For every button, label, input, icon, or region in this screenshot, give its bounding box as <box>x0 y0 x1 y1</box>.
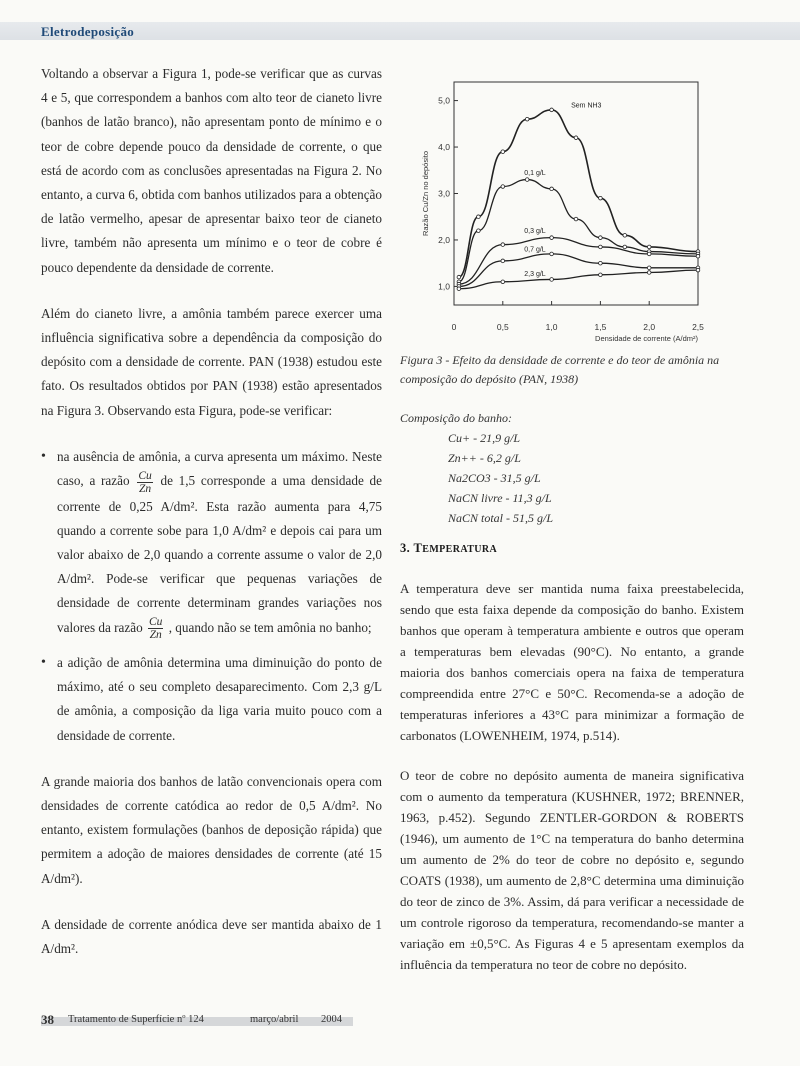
series-label: Sem NH3 <box>571 102 602 110</box>
series-label: 0,7 g/L <box>524 246 546 254</box>
data-point <box>525 117 529 121</box>
series-line <box>459 254 698 287</box>
journal-name: Tratamento de Superfície nº 124 <box>68 1014 204 1025</box>
issue-year: 2004 <box>321 1014 342 1025</box>
series-label: 2,3 g/L <box>524 271 546 279</box>
x-tick-label: 2,0 <box>643 322 656 332</box>
data-point <box>599 196 603 200</box>
data-point <box>550 108 554 112</box>
data-point <box>501 185 505 189</box>
data-point <box>599 261 603 265</box>
data-point <box>599 273 603 277</box>
composition-item: Cu+ - 21,9 g/L <box>448 431 521 445</box>
x-tick-label: 1,0 <box>545 322 558 332</box>
data-point <box>525 178 529 182</box>
left-column <box>41 62 382 983</box>
data-point <box>696 268 700 272</box>
paragraph-2: Além do cianeto livre, a amônia também parece exercer uma influência significativa sobre a dependência da composição do depósito com a densidade de corrente. PAN (1938) estudou este fato. Os resultados obtidos por PAN (1938) estão apresentados na Figura 3. Observando esta Figura, pode-se verificar: <box>41 305 382 418</box>
data-point <box>599 245 603 249</box>
bullet-1-text-b: de 1,5 corresponde a uma densidade de corrente de 0,25 A/dm². Esta razão aumenta para 4,75 quando a corrente sobe para 1,0 A/dm² e depois cai para um valor abaixo de 2,0 quando a corrente assume o valor de 2,0 A/dm². Pode-se verificar que pequenas variações de densidade de corrente determinam grandes variações nos valores da razão <box>57 473 382 635</box>
y-tick-label: 4,0 <box>438 142 450 153</box>
paragraph-4: A densidade de corrente anódica deve ser mantida abaixo de 1 A/dm². <box>41 916 382 957</box>
right-column-text <box>400 578 744 994</box>
data-point <box>501 150 505 154</box>
data-point <box>696 254 700 258</box>
composition-item: NaCN livre - 11,3 g/L <box>448 491 552 505</box>
bullet-list <box>41 445 382 748</box>
data-point <box>501 259 505 263</box>
y-axis-label: Razão Cu/Zn no depósito <box>421 150 430 237</box>
data-point <box>574 136 578 140</box>
y-tick-label: 5,0 <box>438 95 450 106</box>
bath-composition <box>400 408 650 528</box>
figure-caption: Figura 3 - Efeito da densidade de corrente e do teor de amônia na composição do depósito (PAN, 1938) <box>400 353 720 386</box>
x-tick-label: 1,5 <box>594 322 607 332</box>
data-point <box>647 266 651 270</box>
page-number: 38 <box>41 1012 54 1027</box>
data-point <box>501 280 505 284</box>
data-point <box>457 287 461 291</box>
x-tick-label: 0,5 <box>496 322 509 332</box>
data-point <box>647 271 651 275</box>
series-label: 0,1 g/L <box>524 169 546 177</box>
series-label: 0,3 g/L <box>524 227 546 235</box>
temperature-paragraph-2: O teor de cobre no depósito aumenta de maneira significativa com o aumento da temperatura (KUSHNER, 1972; BRENNER, 1963, p.452). Segundo ZENTLER-GORDON & ROBERTS (1946), um aumento de 1°C na temperatura do banho determina um aumento de 2% do teor de cobre no depósito e, segundo COATS (1938), um aumento de 2,8°C determina uma diminuição do teor de zinco de 3%. Assim, dá para verificar a necessidade de um controle rigoroso da temperatura, recomendando-se manter a variação em ±0,5°C. As Figuras 4 e 5 apresentam exemplos da influência da temperatura no teor de cobre no depósito. <box>400 768 744 972</box>
bullet-1 <box>41 445 382 641</box>
data-point <box>477 229 481 233</box>
bullet-1-text-c: , quando não se tem amônia no banho; <box>168 619 372 635</box>
x-tick-label: 0 <box>451 322 457 332</box>
data-point <box>477 215 481 219</box>
paragraph-1: Voltando a observar a Figura 1, pode-se verificar que as curvas 4 e 5, que correspondem a banhos com alto teor de cianeto livre (banhos de latão branco), não apresentam ponto de mínimo e o teor de cobre depende pouco da densidade de corrente, o que está de acordo com as conclusões apresentadas na Figura 2. No entanto, a curva 6, obtida com banhos utilizados para a obtenção de latão vermelho, apesar de apresentar baixo teor de cianeto livre, também não apresenta um mínimo e o teor de cobre é pouco dependente da densidade de corrente. <box>41 66 382 275</box>
y-tick-label: 3,0 <box>438 188 450 199</box>
composition-item: Na2CO3 - 31,5 g/L <box>448 471 541 485</box>
x-tick-label: 2,5 <box>692 322 704 332</box>
composition-item: NaCN total - 51,5 g/L <box>448 511 554 525</box>
data-point <box>647 245 651 249</box>
cu-zn-fraction-2: $\frac{Cu}{Zn}$ <box>148 616 163 641</box>
data-point <box>550 252 554 256</box>
data-point <box>623 234 627 238</box>
section-heading: 3. TEMPERATURA <box>400 541 498 555</box>
y-tick-label: 2,0 <box>438 234 450 245</box>
data-point <box>599 236 603 240</box>
temperature-paragraph-1: A temperatura deve ser mantida numa faixa preestabelecida, sendo que esta faixa depende da composição do banho. Existem banhos que operam à temperatura ambiente e outros que operam a temperaturas bem elevadas (90°C). No entanto, a grande maioria dos banhos comerciais opera na faixa de temperatura compreendida entre 27°C e 50°C. Recomenda-se a adoção de temperaturas inferiores a 43°C para minimizar a formação de carbonatos (LOWENHEIM, 1974, p.514). <box>400 581 744 743</box>
data-point <box>550 187 554 191</box>
composition-title: Composição do banho: <box>400 411 512 425</box>
issue-date: março/abril <box>250 1014 299 1025</box>
composition-item: Zn++ - 6,2 g/L <box>448 451 521 465</box>
data-point <box>623 245 627 249</box>
chart-svg <box>398 62 744 352</box>
series-line <box>459 270 698 289</box>
section-header: Eletrodeposição <box>41 24 135 39</box>
data-point <box>574 217 578 221</box>
bullet-1-text-a: na ausência de amônia, a curva apresenta um máximo. Neste caso, a razão <box>57 448 382 489</box>
cu-zn-fraction: $\frac{Cu}{Zn}$ <box>138 469 152 495</box>
data-point <box>550 278 554 282</box>
series-line <box>459 180 698 282</box>
data-point <box>457 275 461 279</box>
x-axis-label: Densidade de corrente (A/dm²) <box>595 334 698 343</box>
data-point <box>550 236 554 240</box>
data-point <box>647 252 651 256</box>
y-tick-label: 1,0 <box>438 281 450 292</box>
bullet-2: • a adição de amônia determina uma diminuição do ponto de máximo, até o seu completo desaparecimento. Com 2,3 g/L de amônia, a composição da liga varia muito pouco com a densidade de corrente. <box>41 651 382 748</box>
figure-3-chart <box>398 62 744 352</box>
paragraph-3: A grande maioria dos banhos de latão convencionais opera com densidades de corrente catódica ao redor de 0,5 A/dm². No entanto, existem formulações (banhos de deposição rápida) que permitem a adoção de maiores densidades de corrente (até 15 A/dm²). <box>41 773 382 886</box>
data-point <box>501 243 505 247</box>
